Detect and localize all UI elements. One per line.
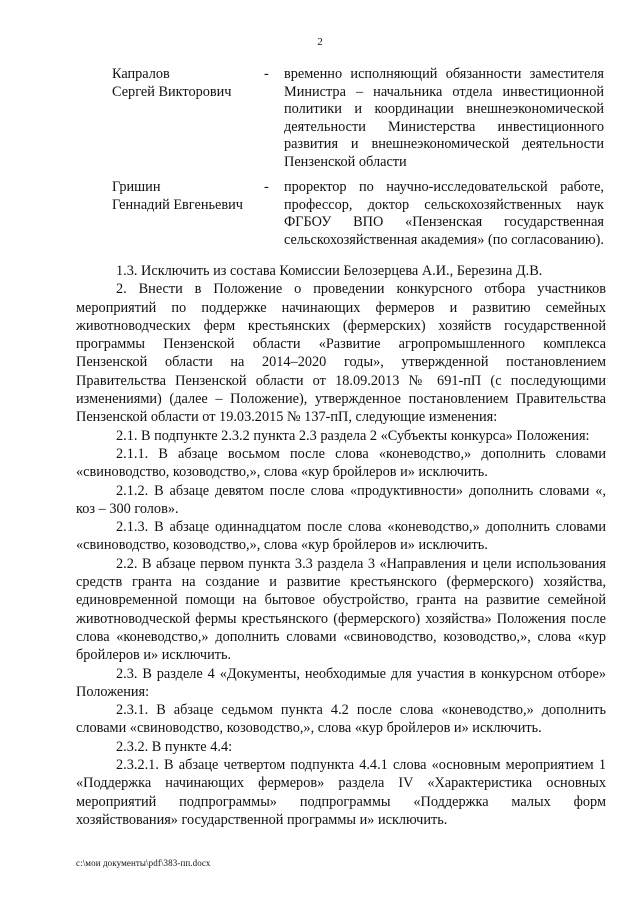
paragraph-2-2: 2.2. В абзаце первом пункта 3.3 раздела 3 «Направления и цели использования средств гранта на создание и развитие крестьянского (фермерского) хозяйства, единовременной помощи на бытовое обустройство, гранта на развитие семейной животноводческой фермы крестьянского (фермерского) хозяйства» Положения после слова «коневодство,» дополнить словами «свиноводство, козоводство,», слова «кур бройлеров и» исключить. bbox=[76, 555, 606, 664]
paragraph-2-1: 2.1. В подпункте 2.3.2 пункта 2.3 раздела 2 «Субъекты конкурса» Положения: bbox=[116, 427, 590, 444]
paragraph-2-1-1: 2.1.1. В абзаце восьмом после слова «коневодство,» дополнить словами «свиноводство, козоводство,», слова «кур бройлеров и» исключить. bbox=[76, 445, 606, 481]
member-position: проректор по научно-исследовательской работе, профессор, доктор сельскохозяйственных наук ФГБОУ ВПО «Пензенская государственная сельскохозяйственная академия» (по согласованию). bbox=[284, 179, 604, 248]
paragraph-2-1-3: 2.1.3. В абзаце одиннадцатом после слова «коневодство,» дополнить словами «свиноводство, козоводство,», слова «кур бройлеров и» исключить. bbox=[76, 519, 606, 554]
paragraph-1-3: 1.3. Исключить из состава Комиссии Белозерцева А.И., Березина Д.В. bbox=[116, 263, 543, 279]
member-surname: Гришин bbox=[112, 179, 161, 195]
document-body bbox=[76, 262, 606, 829]
paragraph-2-3: 2.3. В разделе 4 «Документы, необходимые для участия в конкурсном отборе» Положения: bbox=[76, 665, 606, 700]
member-surname: Капралов bbox=[112, 66, 170, 82]
member-entry bbox=[112, 179, 604, 249]
paragraph-2-3-1: 2.3.1. В абзаце седьмом пункта 4.2 после слова «коневодство,» дополнить словами «свиноводство, козоводство,», слова «кур бройлеров и» исключить. bbox=[76, 702, 606, 737]
member-name bbox=[112, 179, 264, 249]
paragraph-2-3-2-1: 2.3.2.1. В абзаце четвертом подпункта 4.4.1 слова «основным мероприятием 1 «Поддержка начинающих фермеров» раздела IV «Характеристика основных мероприятий подпрограммы» подпрограммы «Поддержка малых форм хозяйствования» государственной программы и» исключить. bbox=[76, 757, 606, 828]
member-entry bbox=[112, 66, 604, 171]
member-given-names: Сергей Викторович bbox=[112, 83, 232, 100]
paragraph-2: 2. Внести в Положение о проведении конкурсного отбора участников мероприятий по поддержке начинающих фермеров и развитию семейных животноводческих ферм крестьянских (фермерских) хозяйств государственной программы Пензенской области «Развитие агропромышленного комплекса Пензенской области на 2014–2020 годы», утвержденной постановлением Правительства Пензенской области от 18.09.2013 № 691-пП (с последующими изменениями) (далее – Положение), утвержденное постановлением Правительства Пензенской области от 19.03.2015 № 137-пП, следующие изменения: bbox=[76, 281, 606, 426]
commission-members-list bbox=[112, 66, 604, 257]
member-dash: - bbox=[264, 66, 269, 82]
member-given-names: Геннадий Евгеньевич bbox=[112, 196, 243, 213]
member-position: временно исполняющий обязанности заместителя Министра – начальника отдела инвестиционной политики и координации внешнеэкономической деятельности Министерства инвестиционного развития и внешнеэкономической деятельности Пензенской области bbox=[284, 66, 604, 170]
member-dash: - bbox=[264, 179, 269, 195]
paragraph-2-1-2: 2.1.2. В абзаце девятом после слова «продуктивности» дополнить словами «, коз – 300 голов». bbox=[76, 482, 606, 517]
paragraph-2-3-2: 2.3.2. В пункте 4.4: bbox=[116, 738, 233, 755]
member-name bbox=[112, 66, 264, 171]
file-path-footer: c:\мои документы\pdf\383-пп.docx bbox=[76, 858, 211, 868]
page-number: 2 bbox=[317, 36, 323, 48]
